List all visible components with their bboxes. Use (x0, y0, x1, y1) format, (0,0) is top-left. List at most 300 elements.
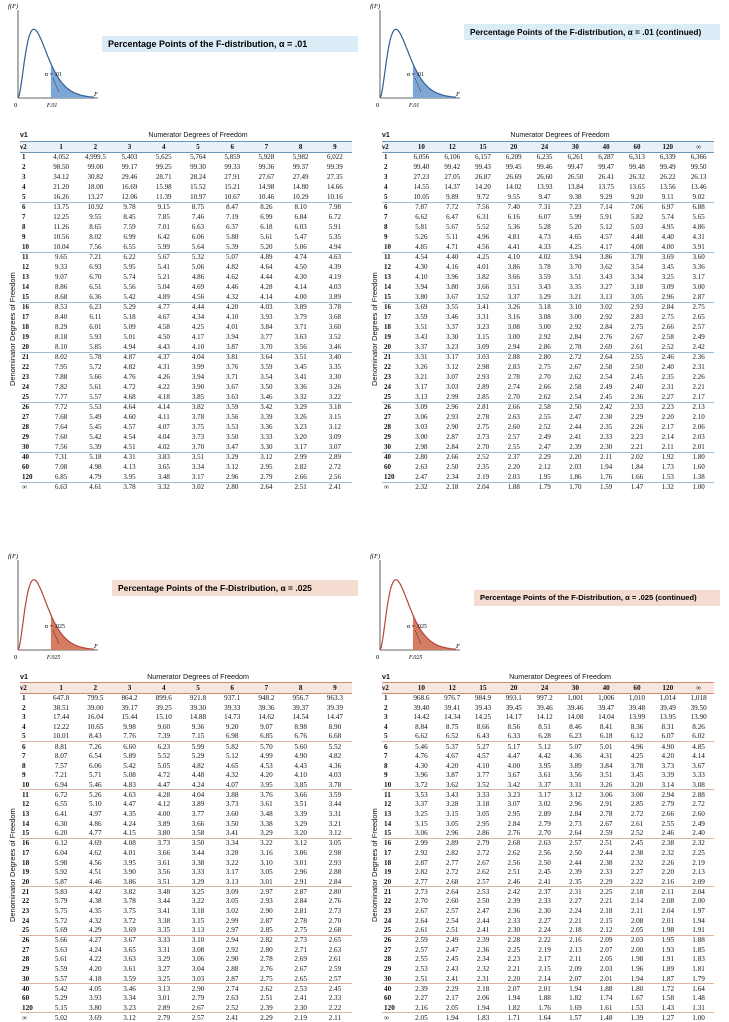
table-cell: 39.46 (536, 703, 553, 712)
table-cell: 3.73 (157, 839, 171, 848)
table-cell: 2.96 (569, 800, 582, 809)
table-cell: 4.20 (260, 771, 273, 780)
table-cell: 2.11 (652, 442, 683, 452)
table-cell: 3.99 (191, 363, 205, 371)
table-cell: 6.06 (89, 761, 102, 770)
table-cell: 5.09 (123, 323, 136, 331)
table-cell: 3.43 (600, 273, 613, 281)
table-row (20, 262, 352, 272)
table-cell: 2.65 (328, 936, 342, 945)
table-cell: 6.97 (661, 203, 674, 212)
table-cell: 3.47 (215, 442, 249, 452)
table-cell: 6.11 (89, 313, 102, 321)
table-cell: 1.88 (538, 994, 551, 1003)
table-cell: 2.21 (599, 897, 613, 906)
table-cell: 2.87 (215, 974, 249, 984)
table-row (20, 322, 352, 332)
table-cell: 4.71 (437, 242, 468, 252)
table-cell: 5.04 (157, 283, 170, 291)
row-label: 120 (382, 472, 406, 482)
table-cell: 1.43 (652, 1003, 683, 1013)
table-cell: 2.72 (476, 848, 490, 857)
table-cell: 2.92 (600, 313, 613, 321)
table-cell: 6.01 (89, 323, 102, 331)
table-cell: 2.64 (560, 829, 591, 839)
table-cell: 6.31 (476, 213, 490, 221)
table-cell: 3.00 (507, 333, 520, 341)
table-cell: 8.40 (54, 313, 68, 321)
table-cell: 2.84 (600, 323, 613, 331)
column-header: 20 (498, 682, 529, 693)
table-row (20, 222, 352, 232)
table-row (382, 945, 714, 955)
table-cell: 3.71 (294, 323, 307, 331)
table-row (20, 993, 352, 1003)
table-cell: 3.82 (123, 887, 136, 896)
column-header: 5 (181, 682, 215, 693)
table-cell: 2.13 (569, 945, 582, 954)
table-cell: 2.79 (661, 800, 675, 809)
table-cell: 2.55 (498, 442, 529, 452)
table-cell: 2.20 (507, 463, 520, 471)
table-cell: 2.78 (507, 373, 520, 381)
table-cell: 2.72 (569, 353, 582, 362)
table-row (20, 974, 352, 984)
table-row (20, 955, 352, 965)
table-cell: 3.70 (249, 342, 283, 352)
density-figure (6, 550, 106, 670)
column-header: 40 (591, 682, 622, 693)
table-cell: 1.70 (569, 483, 582, 492)
table-cell: 9.29 (591, 192, 622, 202)
table-cell: 3.55 (446, 303, 459, 312)
table-cell: 2.45 (630, 839, 644, 848)
table-cell: 2.63 (415, 463, 428, 471)
table-cell: 2.63 (507, 413, 520, 421)
row-label: 5 (20, 732, 44, 742)
table-cell: 3.59 (328, 790, 342, 799)
table-cell: 5.20 (249, 242, 283, 252)
table-cell: 5.26 (89, 790, 102, 799)
table-cell: 3.21 (415, 373, 428, 381)
table-cell: 3.03 (181, 974, 215, 984)
table-cell: 26.32 (629, 173, 645, 181)
table-cell: 4.13 (123, 463, 136, 471)
table-row (382, 916, 714, 926)
table-cell: 1.00 (692, 483, 705, 492)
row-label: 17 (22, 313, 29, 321)
table-cell: 2.98 (406, 442, 437, 452)
table-cell: 2.65 (692, 313, 705, 321)
table-cell: 3.05 (260, 868, 273, 877)
table-cell: 956.7 (292, 694, 309, 703)
table-cell: 13.65 (629, 183, 645, 191)
table-cell: 2.96 (294, 868, 307, 877)
table-cell: 3.31 (560, 780, 591, 790)
table-cell: 2.78 (599, 810, 613, 819)
table-cell: 4.62 (226, 273, 239, 281)
table-cell: 2.62 (569, 373, 582, 381)
table-cell: 2.46 (661, 353, 674, 362)
table-cell: 2.07 (560, 974, 591, 984)
row-label: 21 (384, 887, 392, 896)
row-label: 17 (384, 313, 391, 321)
table-row (20, 372, 352, 382)
table-cell: 3.16 (507, 313, 520, 321)
table-cell: 4.67 (157, 313, 170, 321)
table-cell: 3.87 (215, 342, 249, 352)
table-cell: 2.33 (630, 403, 644, 412)
row-label: 2 (384, 163, 388, 171)
table-cell: 2.18 (630, 887, 644, 896)
table-row (20, 945, 352, 955)
table-cell: 7.21 (89, 253, 102, 262)
table-cell: 3.80 (147, 829, 181, 839)
table-cell: 3.34 (225, 839, 239, 848)
table-row (20, 838, 352, 848)
table-cell: 2.49 (692, 333, 705, 341)
table-cell: 6.12 (54, 839, 68, 848)
table-cell: 3.66 (191, 819, 205, 828)
table-cell: 4.94 (112, 342, 146, 352)
row-label: 20 (20, 877, 44, 887)
table-cell: 2.30 (591, 442, 622, 452)
table-cell: 8.86 (54, 283, 68, 291)
row-label: ∞ (22, 483, 27, 492)
table-cell: 4.32 (89, 916, 102, 925)
table-cell: 39.50 (690, 703, 707, 712)
table-cell: 99.33 (224, 163, 241, 171)
table-cell: 4.64 (123, 403, 136, 412)
table-cell: 9.98 (123, 722, 136, 731)
table-cell: 3.36 (260, 423, 273, 431)
row-label: 21 (22, 353, 29, 362)
table-cell: 3.26 (328, 383, 342, 391)
table-cell: 3.50 (225, 819, 239, 828)
table-cell: 2.14 (529, 974, 560, 984)
table-cell: 14.04 (598, 713, 615, 722)
table-cell: 3.22 (318, 392, 352, 402)
table-cell: 5,764 (190, 153, 206, 162)
numerator-heading: Numerator Degrees of Freedom (147, 671, 249, 681)
column-header: 6 (215, 682, 249, 693)
table-cell: 8.10 (44, 342, 78, 352)
table-cell: 2.67 (415, 906, 428, 915)
table-cell: 3.63 (123, 955, 136, 964)
table-cell: 13.75 (53, 203, 69, 212)
table-cell: 99.40 (413, 163, 430, 171)
table-cell: 3.02 (600, 303, 613, 312)
table-cell: 4.54 (123, 433, 136, 441)
table-cell: 2.36 (476, 945, 490, 954)
table-cell: 3.12 (318, 829, 352, 839)
table-cell: 5.06 (191, 263, 205, 271)
table-row (382, 392, 714, 402)
table-cell: 4.69 (89, 839, 102, 848)
table-cell: 1.98 (652, 926, 683, 936)
table-cell: 2.49 (692, 819, 705, 828)
row-label: 6 (384, 742, 388, 751)
table-cell: 1.83 (476, 1013, 490, 1022)
table-cell: 1.79 (538, 483, 551, 492)
table-cell: 976.7 (444, 694, 461, 703)
table-row (382, 242, 714, 252)
table-cell: 4.28 (157, 790, 171, 799)
row-label: 24 (384, 383, 391, 391)
table-cell: 6,261 (567, 153, 584, 162)
table-cell: 5.36 (507, 223, 520, 231)
table-cell: 6.70 (89, 273, 102, 281)
row-label: 60 (384, 994, 392, 1003)
table-cell: 2.88 (328, 868, 342, 877)
table-cell: 39.39 (326, 703, 343, 712)
table-cell: 2.32 (630, 858, 644, 867)
table-cell: 3.07 (446, 373, 459, 381)
table-cell: 2.72 (445, 868, 459, 877)
row-label: ∞ (384, 1013, 390, 1022)
table-cell: 3.22 (260, 839, 273, 848)
row-label: 9 (22, 771, 26, 780)
table-cell: 2.03 (599, 965, 613, 974)
table-cell: 2.31 (468, 974, 499, 984)
row-label: 9 (384, 771, 388, 780)
table-cell: 4.05 (89, 984, 102, 993)
table-cell: 5.42 (123, 761, 136, 770)
table-cell: 2.33 (507, 916, 521, 925)
table-cell: 4.94 (318, 242, 352, 252)
table-cell: 2.99 (225, 916, 239, 925)
row-label: 2 (22, 163, 26, 171)
table-cell: 2.29 (445, 984, 459, 993)
table-row (20, 292, 352, 302)
table-cell: 3.21 (560, 292, 591, 302)
table-cell: 99.46 (536, 163, 553, 171)
table-cell: 4.79 (78, 472, 112, 482)
table-cell: 2.86 (468, 829, 499, 839)
table-cell: 2.41 (328, 483, 342, 492)
table-cell: 2.70 (468, 442, 499, 452)
table-cell: 2.26 (661, 858, 675, 867)
table-cell: 4.18 (147, 392, 181, 402)
table-cell: 13.46 (690, 183, 707, 191)
table-cell: 6.18 (591, 732, 622, 742)
table-cell: 5.18 (123, 313, 136, 321)
table-cell: 6,366 (690, 153, 707, 162)
tail-area (413, 64, 456, 98)
table-cell: 6,235 (536, 153, 553, 162)
table-row (382, 935, 714, 945)
table-row (382, 858, 714, 868)
table-cell: 3.01 (249, 877, 283, 887)
table-cell: 2.56 (507, 858, 521, 867)
table-cell: 4.50 (294, 263, 307, 271)
table-cell: 2.58 (569, 383, 582, 391)
table-cell: 4.89 (260, 253, 273, 262)
table-row (20, 232, 352, 242)
table-row (382, 926, 714, 936)
row-label: 120 (382, 1003, 406, 1013)
table-cell: 5.74 (123, 273, 136, 281)
row-label: 60 (22, 994, 30, 1003)
table-cell: 2.79 (476, 839, 490, 848)
table-cell: 14.25 (474, 713, 492, 722)
table-cell: 2.29 (630, 413, 644, 421)
table-cell: 3.78 (328, 303, 342, 312)
table-cell: 12.22 (53, 722, 70, 731)
numerator-heading: Numerator Degrees of Freedom (510, 131, 610, 139)
table-row (382, 877, 714, 887)
table-cell: 99.36 (258, 163, 275, 171)
table-cell: 2.26 (630, 423, 644, 431)
table-cell: 2.21 (507, 965, 521, 974)
table-cell: 7.06 (630, 203, 644, 212)
table-cell: 4.83 (112, 780, 146, 790)
alpha-label: α = .01 (44, 72, 62, 78)
table-cell: 3.46 (249, 392, 283, 402)
table-cell: 9.55 (498, 192, 529, 202)
table-cell: 7.39 (147, 732, 181, 742)
table-cell: 3.09 (468, 342, 499, 352)
table-row (20, 432, 352, 442)
table-cell: 2.62 (529, 392, 560, 402)
table-cell: 647.8 (53, 694, 70, 703)
column-header: 3 (112, 682, 146, 693)
column-header: 20 (498, 141, 529, 152)
table-cell: 1.94 (569, 984, 582, 993)
table-cell: 1.94 (445, 1013, 459, 1022)
table-cell: 5.66 (54, 936, 68, 945)
table-row (20, 452, 352, 462)
table-cell: 2.93 (446, 413, 459, 421)
table-cell: 2.33 (328, 994, 342, 1003)
table-cell: 6.20 (44, 829, 78, 839)
table-cell: 3.05 (622, 292, 653, 302)
table-cell: 3.13 (157, 984, 171, 993)
table-cell: 2.66 (661, 323, 674, 331)
table-cell: 5.29 (54, 994, 68, 1003)
table-row (20, 858, 352, 868)
table-cell: 3.45 (661, 263, 674, 271)
table-cell: 2.84 (507, 819, 521, 828)
table-cell: 16.04 (87, 713, 104, 722)
table-cell: 3.14 (652, 780, 683, 790)
table-cell: 2.61 (622, 342, 653, 352)
table-cell: 3.01 (157, 994, 171, 1003)
table-cell: 3.56 (284, 342, 318, 352)
table-cell: 1.61 (591, 1003, 622, 1013)
table-cell: 9.47 (529, 192, 560, 202)
table-cell: 2.15 (538, 965, 551, 974)
table-row (382, 741, 714, 751)
table-cell: 3.18 (328, 403, 342, 412)
table-cell: 4.82 (123, 363, 136, 371)
table-cell: 7.31 (538, 203, 551, 212)
table-cell: 10.56 (53, 233, 69, 241)
row-label: 16 (384, 303, 391, 312)
table-cell: 5.01 (123, 333, 136, 341)
table-cell: 1.76 (591, 472, 622, 482)
table-cell: 10.97 (181, 192, 215, 202)
table-cell: 15.10 (155, 713, 172, 722)
table-cell: 3.78 (123, 897, 136, 906)
table-cell: 2.67 (294, 965, 307, 974)
table-row (382, 771, 714, 781)
table-cell: 2.45 (538, 868, 551, 877)
table-cell: 3.12 (226, 463, 239, 471)
table-cell: 4.30 (415, 761, 428, 770)
table-cell: 2.88 (225, 965, 239, 974)
table-cell: 2.68 (507, 839, 521, 848)
denominator-heading: Denominator Degrees of Freedom (8, 808, 17, 922)
column-header: 60 (622, 141, 653, 152)
row-label: 4 (384, 183, 388, 191)
table-row (382, 732, 714, 742)
table-cell: 3.90 (123, 868, 136, 877)
table-cell: 2.58 (600, 363, 613, 371)
table-cell: 2.98 (476, 363, 490, 371)
table-cell: 2.47 (406, 472, 437, 482)
table-cell: 6.23 (89, 303, 102, 312)
table-cell: 4.03 (260, 303, 273, 312)
table-cell: 1.71 (507, 1013, 521, 1022)
nu2-label: ν2 (382, 141, 406, 152)
table-cell: 3.18 (476, 800, 490, 809)
table-cell: 2.38 (661, 839, 675, 848)
row-label: 19 (22, 333, 29, 341)
table-cell: 4.97 (89, 810, 102, 819)
table-cell: 99.45 (505, 163, 522, 171)
column-header: 9 (318, 682, 352, 693)
table-cell: 7.57 (54, 761, 68, 770)
table-cell: 6.72 (54, 790, 68, 799)
table-row (20, 282, 352, 292)
table-cell: 2.03 (630, 936, 644, 945)
table-cell: 9.72 (468, 192, 499, 202)
table-cell: 1.74 (599, 994, 613, 1003)
table-cell: 2.49 (600, 383, 613, 391)
table-cell: 2.55 (415, 955, 428, 964)
row-label: 25 (20, 926, 44, 936)
row-label: 24 (384, 916, 392, 925)
table-row (382, 232, 714, 242)
table-cell: 2.57 (191, 1013, 205, 1022)
table-cell: 2.53 (476, 887, 490, 896)
column-header: 4 (147, 682, 181, 693)
table-cell: 2.17 (538, 955, 551, 964)
table-cell: 5.20 (569, 223, 582, 231)
table-cell: 2.53 (294, 984, 307, 993)
table-cell: 3.70 (181, 442, 215, 452)
column-header: 30 (560, 141, 591, 152)
table-cell: 2.66 (446, 453, 459, 462)
table-cell: 4.65 (569, 233, 582, 241)
column-header: 4 (147, 141, 181, 152)
table-cell: 2.11 (600, 453, 613, 462)
row-label: 17 (384, 848, 392, 857)
table-cell: 1.00 (692, 1013, 705, 1022)
table-cell: 3.20 (294, 433, 307, 441)
table-cell: 2.40 (683, 829, 714, 839)
table-cell: 2.27 (630, 868, 644, 877)
column-header: 6 (215, 141, 249, 152)
row-label: 13 (384, 273, 391, 281)
table-cell: 3.05 (225, 897, 239, 906)
table-cell: 3.29 (181, 877, 215, 887)
table-cell: 3.86 (600, 253, 613, 262)
table-cell: 99.43 (475, 163, 491, 171)
table-cell: 4.25 (476, 253, 490, 262)
table-cell: 14.88 (189, 713, 207, 722)
